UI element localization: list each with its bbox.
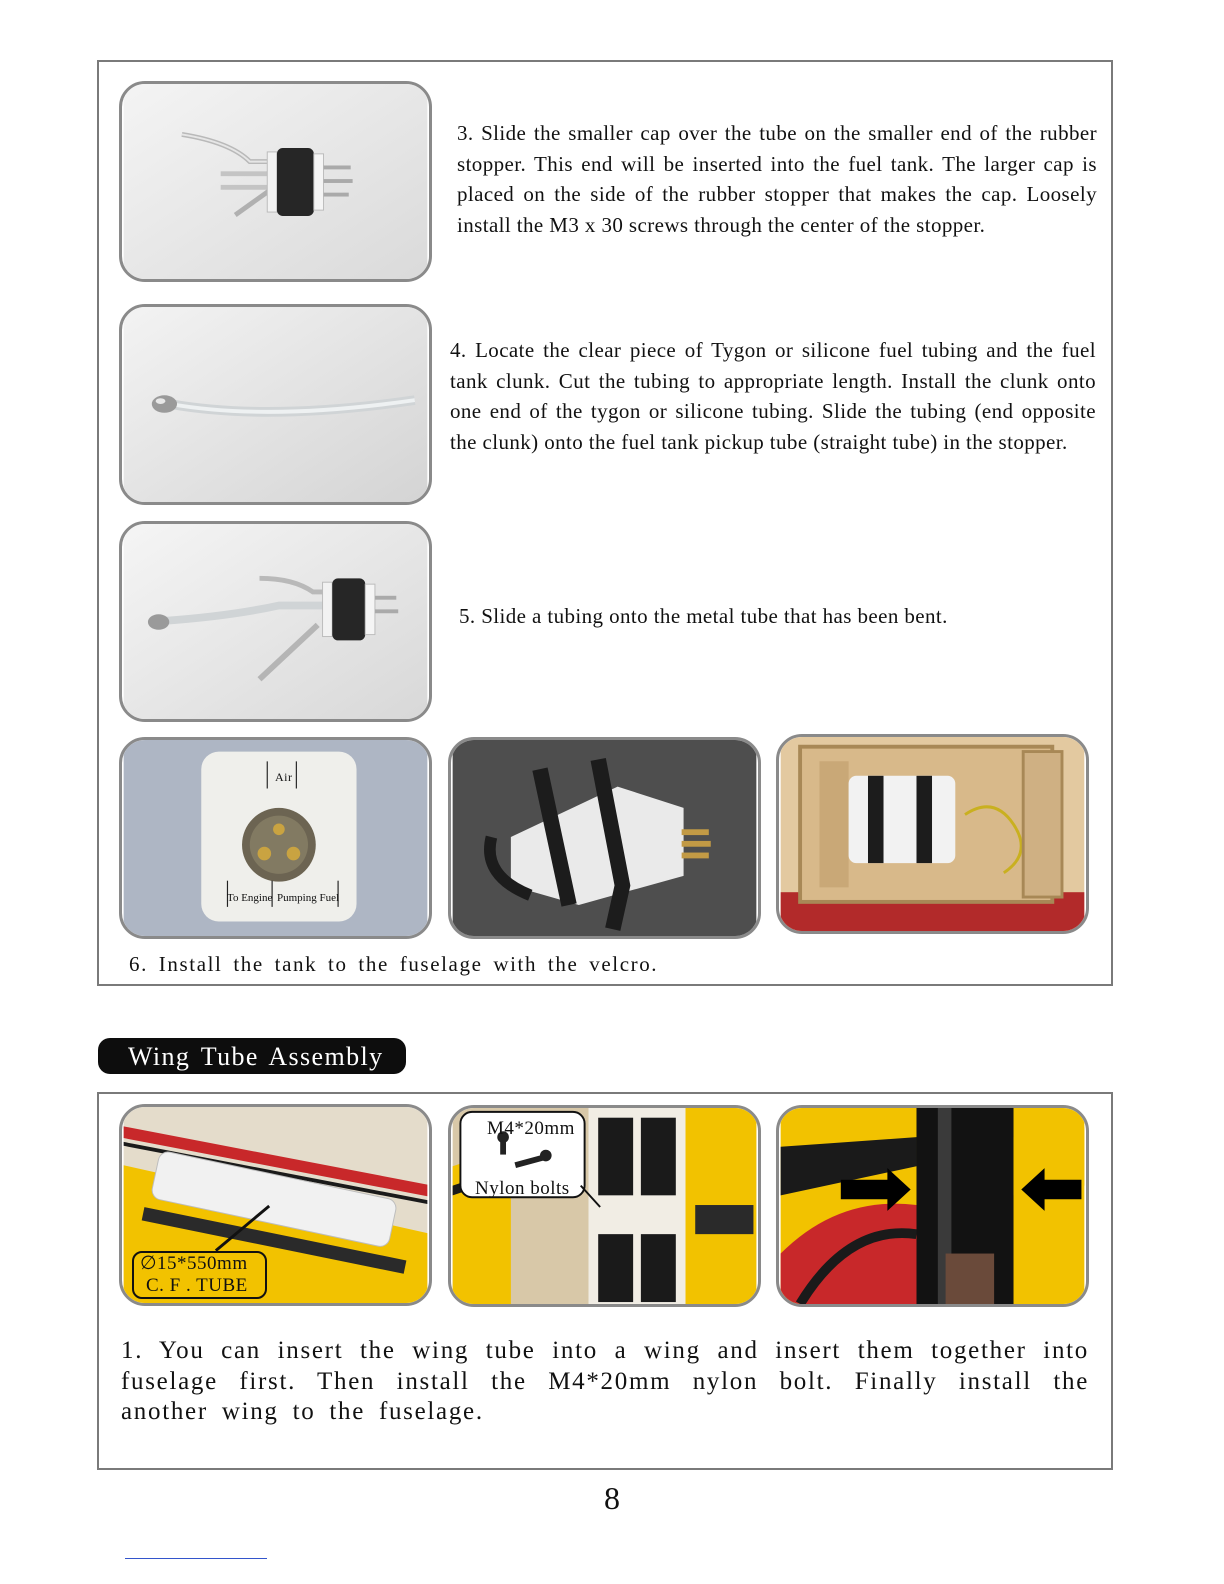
nylon-bolt-photo: [448, 1105, 761, 1307]
tank-velcro-illustration: [451, 740, 758, 936]
bolt-size-label: M4*20mm: [487, 1118, 575, 1139]
tube-name-label: C. F . TUBE: [146, 1275, 248, 1296]
clunk-illustration: [122, 307, 429, 502]
tank-installed-illustration: [779, 737, 1086, 931]
tank-installed-photo: [776, 734, 1089, 934]
tank-label-air: Air: [275, 770, 293, 784]
step-4-text: 4. Locate the clear piece of Tygon or silicone fuel tubing and the fuel tank clunk. Cut the tubing to appropriate length. Install the clunk onto one end of the tygon or silicone tubing. Slide the tubing (end opposite the clunk) onto the fuel tank pickup tube (straight tube) in the stopper.: [450, 338, 1096, 454]
clunk-tubing-photo: [119, 304, 432, 505]
wing-joint-illustration: [779, 1108, 1086, 1304]
step-3-text: 3. Slide the smaller cap over the tube on the smaller end of the rubber stopper. This end will be inserted into the fuel tank. The larger cap is placed on the side of the rubber stopper that makes the cap. Loosely install the M3 x 30 screws through the center of the stopper.: [457, 121, 1097, 237]
tank-velcro-photo: [448, 737, 761, 939]
stopper-with-tubing-photo: [119, 521, 432, 722]
tube-size-label: ∅15*550mm: [140, 1253, 248, 1274]
section-heading: Wing Tube Assembly: [98, 1038, 406, 1074]
stopper-illustration: [122, 84, 429, 279]
footer-rule: [125, 1558, 267, 1559]
wing-joint-photo: [776, 1105, 1089, 1307]
step-5-text: 5. Slide a tubing onto the metal tube that has been bent.: [459, 604, 948, 628]
tank-front-photo: [119, 737, 432, 939]
tank-label-to-engine: To Engine: [227, 892, 273, 904]
page-number: 8: [604, 1480, 620, 1516]
stopper-tubing-illustration: [122, 524, 429, 719]
step-6-text: 6. Install the tank to the fuselage with the velcro.: [129, 952, 659, 976]
stopper-photo: [119, 81, 432, 282]
tank-label-pumping-fuel: Pumping Fuel: [277, 892, 340, 904]
bolt-name-label: Nylon bolts: [475, 1178, 570, 1199]
wing-tube-photo: [119, 1104, 432, 1306]
wing-step-1-text: 1. You can insert the wing tube into a wing and insert them together into fuselage first. Then install the M4*20mm nylon bolt. Finally install the another wing to the fuselage.: [121, 1337, 1089, 1425]
